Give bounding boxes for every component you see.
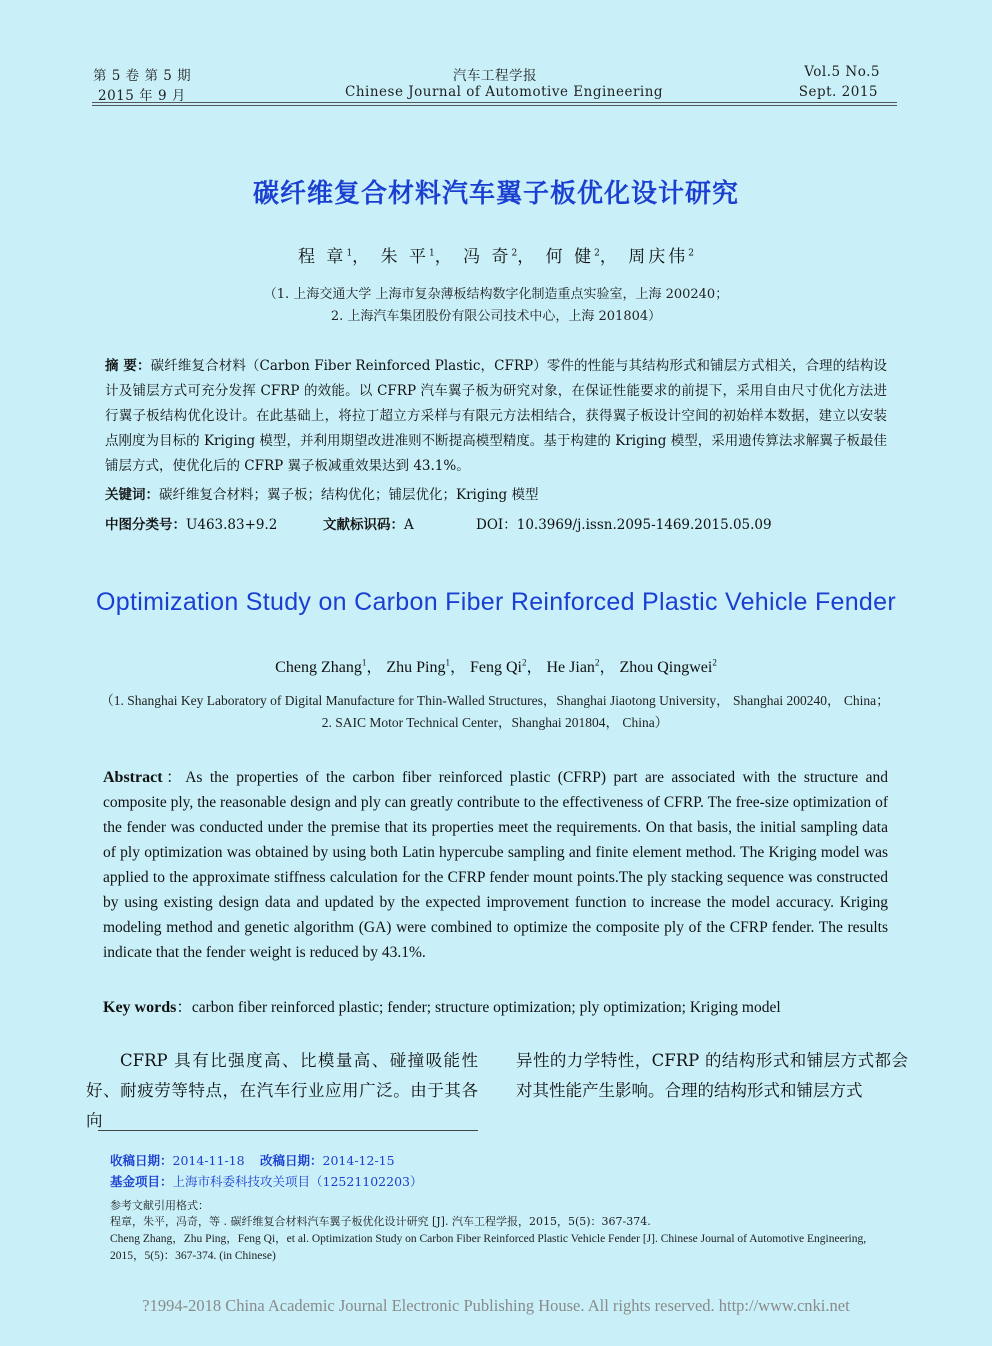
keywords-cn bbox=[105, 483, 887, 508]
abstract-en-text: As the properties of the carbon fiber reinforced plastic (CFRP) part are associated with the structure and composite ply, the reasonable design and ply can greatly contribute to the effectiveness of CFRP. The free-size optimization of the fender was conducted under the premise that its properties meet the requirements. On that basis, the initial sampling data of ply optimization was obtained by using both Latin hypercube sampling and finite element method. The Kriging model was applied to the approximate stiffness calculation for the CFRP fender mount points.The ply stacking sequence was constructed by using existing design data and updated by the expected improvement function to increase the model accuracy. Kriging modeling method and genetic algorithm (GA) were combined to optimize the composite ply of the CFRP fender. The results indicate that the fender weight is reduced by 43.1%. bbox=[103, 769, 888, 961]
copyright-notice: ?1994-2018 China Academic Journal Electronic Publishing House. All rights reserved. http://www.cnki.net bbox=[142, 1296, 850, 1315]
header-journal-cn: 汽车工程学报 bbox=[453, 68, 537, 84]
author-en: Feng Qi$^2$， bbox=[469, 657, 543, 676]
citation-cn: 程章，朱平，冯奇，等 . 碳纤维复合材料汽车翼子板优化设计研究 [J]. 汽车工程学报，2015，5(5)：367-374. bbox=[110, 1215, 651, 1228]
author-cn: 程 章$^1$， bbox=[298, 247, 373, 267]
author-cn: 朱 平$^1$， bbox=[380, 247, 455, 267]
keywords-cn-text: 碳纤维复合材料；翼子板；结构优化；铺层优化；Kriging 模型 bbox=[159, 487, 539, 503]
abstract-en-label: Abstract bbox=[103, 769, 163, 786]
header-date: 2015 年 9 月 bbox=[98, 88, 186, 104]
body-right-column: 异性的力学特性，CFRP 的结构形式和铺层方式都会对其性能产生影响。合理的结构形式和铺层方式 bbox=[516, 1051, 908, 1100]
document-code: 文献标识码：A bbox=[323, 517, 414, 533]
header-sept: Sept. 2015 bbox=[798, 84, 878, 100]
article-title-cn: 碳纤维复合材料汽车翼子板优化设计研究 bbox=[252, 179, 739, 209]
author-cn: 周庆伟$^2$ bbox=[628, 247, 694, 267]
affiliation-en: （1. Shanghai Key Laboratory of Digital Manufacture for Thin-Walled Structures，Shanghai Jiaotong University， Shanghai 200240， China；2. SAIC Motor Technical Center，Shanghai 201804， China） bbox=[100, 693, 890, 730]
clc-number: 中图分类号：U463.83+9.2 bbox=[105, 517, 278, 533]
header-journal-en: Chinese Journal of Automotive Engineering bbox=[345, 84, 664, 100]
keywords-en-text: carbon fiber reinforced plastic; fender; structure optimization; ply optimization; Kriging model bbox=[191, 999, 781, 1016]
author-en: Cheng Zhang$^1$， bbox=[275, 657, 383, 676]
abstract-cn bbox=[105, 354, 887, 479]
doi: DOI：10.3969/j.issn.2095-1469.2015.05.09 bbox=[476, 517, 772, 533]
author-en: Zhu Ping$^1$， bbox=[386, 657, 466, 676]
header-vol-no: Vol.5 No.5 bbox=[804, 64, 880, 80]
authors-cn bbox=[0, 242, 992, 267]
keywords-en: Key words：carbon fiber reinforced plastic; fender; structure optimization; ply optimization; Kriging model bbox=[103, 999, 781, 1016]
author-cn: 何 健$^2$， bbox=[545, 247, 620, 267]
citation-label: 参考文献引用格式： bbox=[110, 1199, 209, 1212]
citation-en-line2: 2015，5(5)：367-374. (in Chinese) bbox=[110, 1250, 276, 1262]
received-date: 收稿日期：2014-11-18 bbox=[110, 1153, 245, 1168]
keywords-cn-label: 关键词： bbox=[105, 487, 159, 503]
abstract-cn-label: 摘 要： bbox=[105, 358, 151, 374]
affiliation-cn-line1: （1. 上海交通大学 上海市复杂薄板结构数字化制造重点实验室，上海 200240； bbox=[263, 287, 729, 302]
author-en: He Jian$^2$， bbox=[546, 657, 616, 676]
footnote-rule bbox=[98, 1130, 478, 1131]
header-volume-issue: 第 5 卷 第 5 期 bbox=[93, 68, 192, 84]
article-title-en: Optimization Study on Carbon Fiber Reinforced Plastic Vehicle Fender bbox=[96, 588, 896, 616]
keywords-en-label: Key words bbox=[103, 999, 177, 1016]
abstract-en: Abstract：As the properties of the carbon fiber reinforced plastic (CFRP) part are associated with the structure and composite ply, the reasonable design and ply can greatly contribute to the effectiveness of CFRP. The free-size optimization of the fender was conducted under the premise that its properties meet the requirements. On that basis, the initial sampling data of ply optimization was obtained by using both Latin hypercube sampling and finite element method. The Kriging model was applied to the approximate stiffness calculation for the CFRP fender mount points.The ply stacking sequence was constructed by using existing design data and updated by the expected improvement function to increase the model accuracy. Kriging modeling method and genetic algorithm (GA) were combined to optimize the composite ply of the CFRP fender. The results indicate that the fender weight is reduced by 43.1%. bbox=[103, 769, 888, 961]
authors-en bbox=[0, 654, 992, 677]
author-en: Zhou Qingwei$^2$ bbox=[619, 657, 717, 676]
body-left-column: CFRP 具有比强度高、比模量高、碰撞吸能性好、耐疲劳等特点，在汽车行业应用广泛。由于其各向 bbox=[86, 1051, 478, 1130]
header-rule-bottom bbox=[92, 105, 897, 106]
author-cn: 冯 奇$^2$， bbox=[463, 247, 538, 267]
citation-en-line1: Cheng Zhang，Zhu Ping，Feng Qi，et al. Optimization Study on Carbon Fiber Reinforced Plastic Vehicle Fender [J]. Chinese Journal of Automotive Engineering, bbox=[110, 1233, 867, 1245]
abstract-cn-text: 碳纤维复合材料（Carbon Fiber Reinforced Plastic，CFRP）零件的性能与其结构形式和铺层方式相关，合理的结构设计及铺层方式可充分发挥 CFRP 的效能。以 CFRP 汽车翼子板为研究对象，在保证性能要求的前提下，采用自由尺寸优化方法进行翼子板结构优化设计。在此基础上，将拉丁超立方采样与有限元方法相结合，获得翼子板设计空间的初始样本数据，建立以安装点刚度为目标的 Kriging 模型，并利用期望改进准则不断提高模型精度。基于构建的 Kriging 模型，采用遗传算法求解翼子板最佳铺层方式，使优化后的 CFRP 翼子板减重效果达到 43.1%。 bbox=[105, 358, 888, 474]
fund-project: 基金项目：上海市科委科技攻关项目（12521102203） bbox=[110, 1174, 423, 1189]
revised-date: 改稿日期：2014-12-15 bbox=[260, 1153, 395, 1168]
header-rule-top bbox=[92, 102, 897, 103]
affiliation-cn-line2: 2. 上海汽车集团股份有限公司技术中心，上海 201804） bbox=[330, 309, 662, 324]
